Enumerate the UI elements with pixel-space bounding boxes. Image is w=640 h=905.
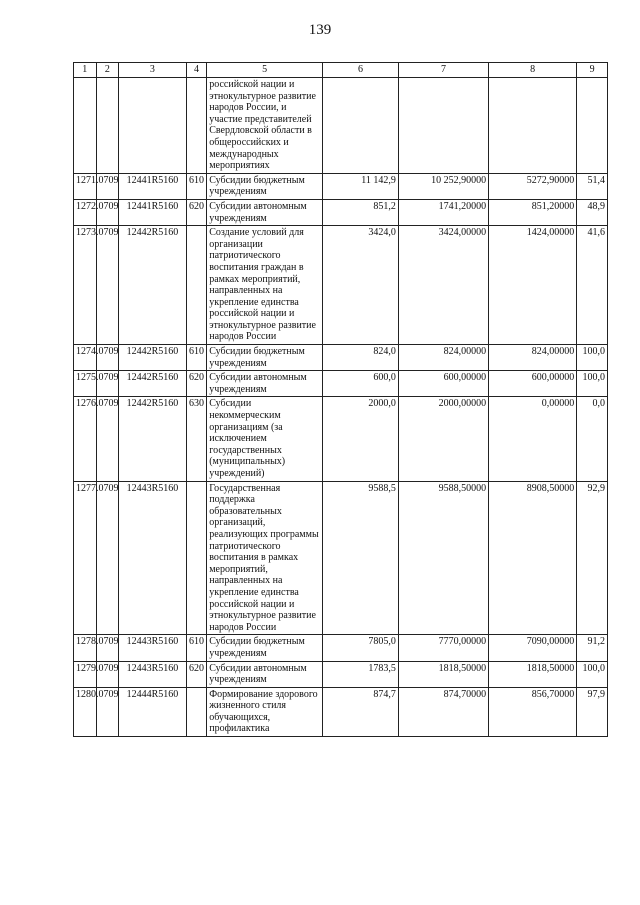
expense-type-cell: 620 bbox=[186, 199, 206, 225]
column-header: 7 bbox=[398, 63, 488, 78]
description-cell: Субсидии автономным учреждениям bbox=[207, 371, 323, 397]
value-col8-cell: 8908,50000 bbox=[489, 481, 577, 635]
value-col6-cell: 600,0 bbox=[323, 371, 399, 397]
column-header: 2 bbox=[96, 63, 119, 78]
percent-cell: 100,0 bbox=[577, 345, 608, 371]
target-article-cell: 12442R5160 bbox=[119, 226, 187, 345]
expense-type-cell: 620 bbox=[186, 661, 206, 687]
value-col8-cell: 856,70000 bbox=[489, 687, 577, 736]
table-row bbox=[74, 226, 608, 345]
row-number-cell: 1272. bbox=[74, 199, 97, 225]
expense-type-cell bbox=[186, 78, 206, 174]
percent-cell: 91,2 bbox=[577, 635, 608, 661]
value-col6-cell: 851,2 bbox=[323, 199, 399, 225]
section-code-cell: 0709 bbox=[96, 371, 119, 397]
value-col7-cell: 600,00000 bbox=[398, 371, 488, 397]
description-cell: Субсидии автономным учреждениям bbox=[207, 661, 323, 687]
value-col8-cell bbox=[489, 78, 577, 174]
row-number-cell: 1273. bbox=[74, 226, 97, 345]
column-header: 9 bbox=[577, 63, 608, 78]
column-header: 6 bbox=[323, 63, 399, 78]
value-col8-cell: 5272,90000 bbox=[489, 173, 577, 199]
value-col8-cell: 0,00000 bbox=[489, 397, 577, 481]
row-number-cell: 1277. bbox=[74, 481, 97, 635]
value-col7-cell bbox=[398, 78, 488, 174]
row-number-cell: 1279. bbox=[74, 661, 97, 687]
table-body bbox=[74, 78, 608, 737]
percent-cell: 48,9 bbox=[577, 199, 608, 225]
percent-cell: 51,4 bbox=[577, 173, 608, 199]
target-article-cell: 12443R5160 bbox=[119, 661, 187, 687]
percent-cell: 97,9 bbox=[577, 687, 608, 736]
value-col6-cell: 2000,0 bbox=[323, 397, 399, 481]
value-col7-cell: 1741,20000 bbox=[398, 199, 488, 225]
expense-type-cell: 620 bbox=[186, 371, 206, 397]
section-code-cell: 0709 bbox=[96, 397, 119, 481]
header-row bbox=[74, 63, 608, 78]
target-article-cell: 12441R5160 bbox=[119, 199, 187, 225]
value-col7-cell: 874,70000 bbox=[398, 687, 488, 736]
percent-cell: 41,6 bbox=[577, 226, 608, 345]
table-row bbox=[74, 173, 608, 199]
row-number-cell: 1271. bbox=[74, 173, 97, 199]
description-cell: Государственная поддержка образовательных организаций, реализующих программы патриотического воспитания в рамках мероприятий, направленных на укрепление единства российской нации и этнокультурное развитие народов России bbox=[207, 481, 323, 635]
section-code-cell: 0709 bbox=[96, 481, 119, 635]
percent-cell: 100,0 bbox=[577, 371, 608, 397]
target-article-cell: 12444R5160 bbox=[119, 687, 187, 736]
expense-type-cell: 610 bbox=[186, 345, 206, 371]
row-number-cell: 1275. bbox=[74, 371, 97, 397]
value-col7-cell: 824,00000 bbox=[398, 345, 488, 371]
expense-type-cell: 630 bbox=[186, 397, 206, 481]
expense-type-cell: 610 bbox=[186, 635, 206, 661]
target-article-cell: 12443R5160 bbox=[119, 481, 187, 635]
description-cell: Субсидии некоммерческим организациям (за исключением государственных (муниципальных) учреждений) bbox=[207, 397, 323, 481]
value-col7-cell: 1818,50000 bbox=[398, 661, 488, 687]
value-col8-cell: 600,00000 bbox=[489, 371, 577, 397]
page-number: 139 bbox=[308, 22, 332, 38]
description-cell: Создание условий для организации патриотического воспитания граждан в рамках мероприятий, направленных на укрепление единства российской нации и этнокультурное развитие народов России bbox=[207, 226, 323, 345]
value-col8-cell: 7090,00000 bbox=[489, 635, 577, 661]
value-col7-cell: 9588,50000 bbox=[398, 481, 488, 635]
section-code-cell bbox=[96, 78, 119, 174]
table-row bbox=[74, 481, 608, 635]
value-col6-cell: 824,0 bbox=[323, 345, 399, 371]
table-row bbox=[74, 371, 608, 397]
value-col7-cell: 3424,00000 bbox=[398, 226, 488, 345]
table-row bbox=[74, 397, 608, 481]
row-number-cell: 1280. bbox=[74, 687, 97, 736]
value-col6-cell: 9588,5 bbox=[323, 481, 399, 635]
description-cell: Субсидии автономным учреждениям bbox=[207, 199, 323, 225]
target-article-cell: 12442R5160 bbox=[119, 345, 187, 371]
table-row bbox=[74, 661, 608, 687]
value-col7-cell: 7770,00000 bbox=[398, 635, 488, 661]
row-number-cell bbox=[74, 78, 97, 174]
percent-cell bbox=[577, 78, 608, 174]
row-number-cell: 1278. bbox=[74, 635, 97, 661]
value-col6-cell: 3424,0 bbox=[323, 226, 399, 345]
expense-type-cell bbox=[186, 481, 206, 635]
description-cell: Субсидии бюджетным учреждениям bbox=[207, 635, 323, 661]
expense-type-cell bbox=[186, 687, 206, 736]
value-col8-cell: 851,20000 bbox=[489, 199, 577, 225]
percent-cell: 100,0 bbox=[577, 661, 608, 687]
value-col6-cell bbox=[323, 78, 399, 174]
value-col8-cell: 824,00000 bbox=[489, 345, 577, 371]
description-cell: Субсидии бюджетным учреждениям bbox=[207, 345, 323, 371]
budget-table bbox=[73, 62, 608, 737]
column-header: 3 bbox=[119, 63, 187, 78]
row-number-cell: 1274. bbox=[74, 345, 97, 371]
target-article-cell bbox=[119, 78, 187, 174]
value-col8-cell: 1818,50000 bbox=[489, 661, 577, 687]
section-code-cell: 0709 bbox=[96, 199, 119, 225]
value-col7-cell: 2000,00000 bbox=[398, 397, 488, 481]
description-cell: Формирование здорового жизненного стиля обучающихся, профилактика bbox=[207, 687, 323, 736]
section-code-cell: 0709 bbox=[96, 661, 119, 687]
value-col6-cell: 11 142,9 bbox=[323, 173, 399, 199]
column-header: 1 bbox=[74, 63, 97, 78]
value-col8-cell: 1424,00000 bbox=[489, 226, 577, 345]
value-col6-cell: 1783,5 bbox=[323, 661, 399, 687]
value-col6-cell: 874,7 bbox=[323, 687, 399, 736]
target-article-cell: 12441R5160 bbox=[119, 173, 187, 199]
table-row bbox=[74, 687, 608, 736]
section-code-cell: 0709 bbox=[96, 687, 119, 736]
table-row bbox=[74, 635, 608, 661]
section-code-cell: 0709 bbox=[96, 226, 119, 345]
percent-cell: 92,9 bbox=[577, 481, 608, 635]
expense-type-cell: 610 bbox=[186, 173, 206, 199]
value-col6-cell: 7805,0 bbox=[323, 635, 399, 661]
row-number-cell: 1276. bbox=[74, 397, 97, 481]
table-row bbox=[74, 199, 608, 225]
section-code-cell: 0709 bbox=[96, 345, 119, 371]
column-header: 8 bbox=[489, 63, 577, 78]
percent-cell: 0,0 bbox=[577, 397, 608, 481]
target-article-cell: 12442R5160 bbox=[119, 397, 187, 481]
value-col7-cell: 10 252,90000 bbox=[398, 173, 488, 199]
table-row bbox=[74, 345, 608, 371]
description-cell: российской нации и этнокультурное развитие народов России, и участие представителей Свердловской области в общероссийских и международных мероприятиях bbox=[207, 78, 323, 174]
section-code-cell: 0709 bbox=[96, 173, 119, 199]
target-article-cell: 12442R5160 bbox=[119, 371, 187, 397]
description-cell: Субсидии бюджетным учреждениям bbox=[207, 173, 323, 199]
column-header: 4 bbox=[186, 63, 206, 78]
table-row bbox=[74, 78, 608, 174]
expense-type-cell bbox=[186, 226, 206, 345]
section-code-cell: 0709 bbox=[96, 635, 119, 661]
column-header: 5 bbox=[207, 63, 323, 78]
target-article-cell: 12443R5160 bbox=[119, 635, 187, 661]
